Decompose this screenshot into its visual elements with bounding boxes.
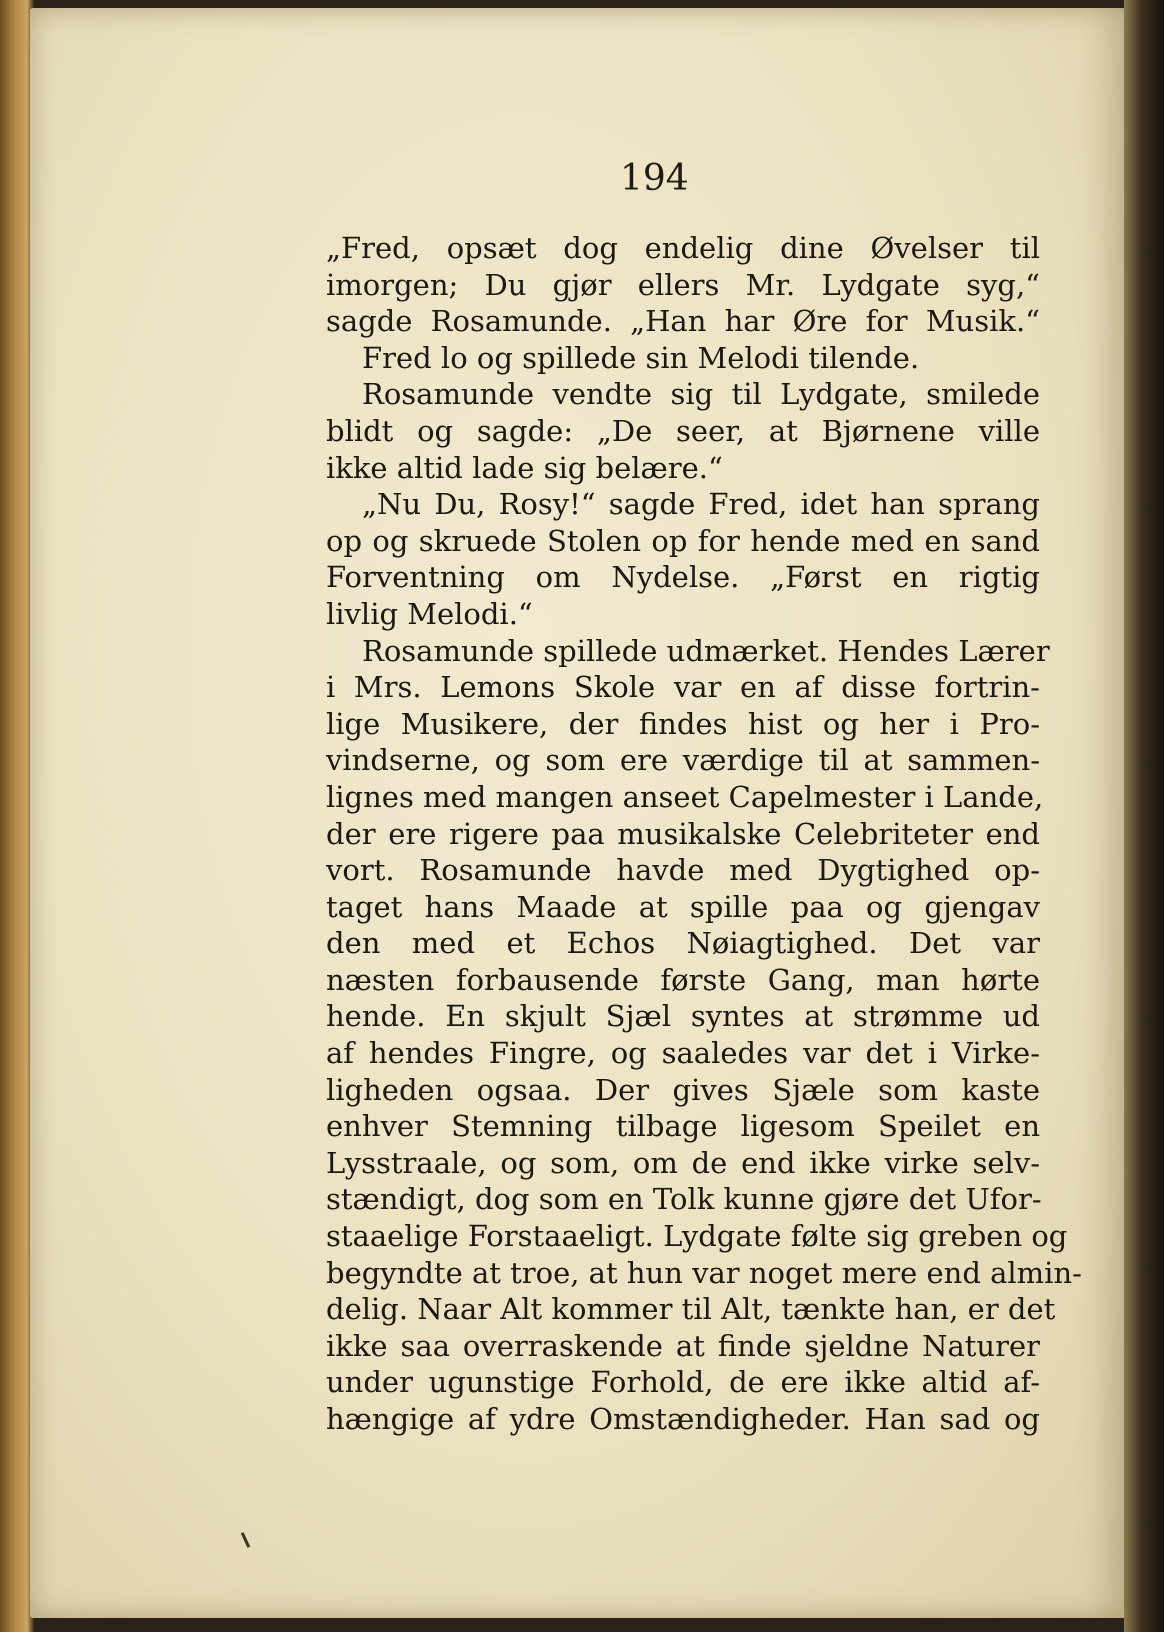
text-line: der ere rigere paa musikalske Celebriteter end <box>326 816 1040 851</box>
ink-speck <box>241 1532 250 1548</box>
text-line: op og skruede Stolen op for hende med en sand <box>326 523 1040 558</box>
text-line: Rosamunde spillede udmærket. Hendes Lærer <box>362 633 1050 668</box>
text-line: blidt og sagde: „De seer, at Bjørnene ville <box>326 413 1040 448</box>
text-line: stændigt, dog som en Tolk kunne gjøre det Ufor- <box>326 1182 1042 1217</box>
page-body-text <box>326 230 1082 1438</box>
page-number: 194 <box>620 158 689 199</box>
text-line: lignes med mangen anseet Capelmester i Lande, <box>326 779 1044 814</box>
book-page <box>30 8 1126 1618</box>
text-line: næsten forbausende første Gang, man hørte <box>326 962 1040 997</box>
text-line: hængige af ydre Omstændigheder. Han sad og <box>326 1402 1040 1436</box>
text-line: imorgen; Du gjør ellers Mr. Lydgate syg,“ <box>326 267 1040 302</box>
text-line: staaelige Forstaaeligt. Lydgate følte sig greben og <box>326 1219 1068 1254</box>
text-line: af hendes Fingre, og saaledes var det i Virke- <box>326 1036 1040 1071</box>
text-line: ikke altid lade sig belære.“ <box>326 450 723 485</box>
text-line: hende. En skjult Sjæl syntes at strømme ud <box>326 999 1040 1034</box>
text-line: livlig Melodi.“ <box>326 596 533 631</box>
text-line: lige Musikere, der findes hist og her i Pro- <box>326 706 1040 741</box>
book-spine-edge <box>0 0 34 1632</box>
text-line: „Nu Du, Rosy!“ sagde Fred, idet han sprang <box>362 487 1040 522</box>
text-line: Lysstraale, og som, om de end ikke virke selv- <box>326 1145 1040 1180</box>
text-line: Fred lo og spillede sin Melodi tilende. <box>362 340 920 375</box>
text-line: under ugunstige Forhold, de ere ikke altid af- <box>326 1365 1040 1400</box>
text-line: vindserne, og som ere værdige til at sammen- <box>326 743 1040 778</box>
text-line: begyndte at troe, at hun var noget mere end almin- <box>326 1255 1082 1290</box>
text-line: vort. Rosamunde havde med Dygtighed op- <box>326 853 1040 888</box>
text-line: „Fred, opsæt dog endelig dine Øvelser til <box>326 231 1040 265</box>
text-line: i Mrs. Lemons Skole var en af disse fortrin- <box>326 670 1040 705</box>
text-line: den med et Echos Nøiagtighed. Det var <box>326 926 1040 961</box>
page-gutter-shadow <box>1124 0 1164 1632</box>
text-line: ikke saa overraskende at finde sjeldne Naturer <box>326 1328 1040 1363</box>
text-line: Forventning om Nydelse. „Først en rigtig <box>326 560 1040 595</box>
text-line: sagde Rosamunde. „Han har Øre for Musik.“ <box>326 304 1040 339</box>
text-line: enhver Stemning tilbage ligesom Speilet en <box>326 1109 1040 1144</box>
text-line: Rosamunde vendte sig til Lydgate, smilede <box>362 377 1040 412</box>
text-line: taget hans Maade at spille paa og gjengav <box>326 889 1040 924</box>
text-line: delig. Naar Alt kommer til Alt, tænkte han, er det <box>326 1292 1056 1327</box>
text-line: ligheden ogsaa. Der gives Sjæle som kaste <box>326 1072 1040 1107</box>
